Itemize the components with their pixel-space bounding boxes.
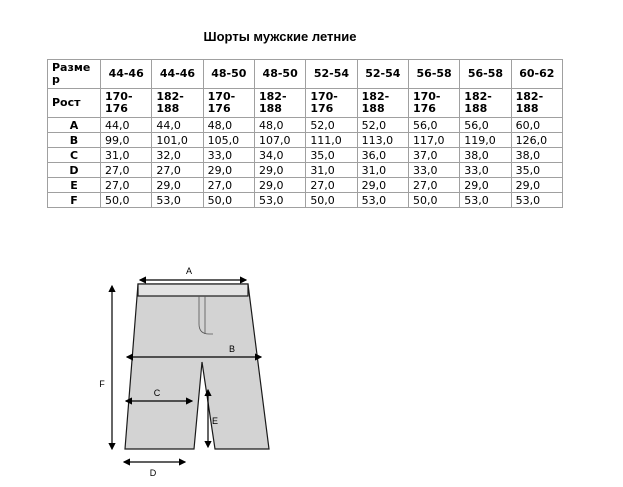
measurement-cell: 44,0 xyxy=(152,118,203,133)
measurement-row-label: C xyxy=(48,148,101,163)
size-header-cell: 52-54 xyxy=(306,60,357,89)
measurement-cell: 29,0 xyxy=(254,163,305,178)
measurement-row xyxy=(48,163,563,178)
measure-b-label: B xyxy=(228,344,236,354)
measurement-cell: 53,0 xyxy=(511,193,562,208)
measurement-cell: 56,0 xyxy=(408,118,459,133)
measurement-cell: 38,0 xyxy=(460,148,511,163)
measurement-cell: 27,0 xyxy=(101,163,152,178)
measurement-cell: 27,0 xyxy=(203,178,254,193)
measurement-cell: 50,0 xyxy=(306,193,357,208)
shorts-waistband xyxy=(138,284,248,296)
measurement-cell: 117,0 xyxy=(408,133,459,148)
measurement-cell: 107,0 xyxy=(254,133,305,148)
height-header-cell: 170-176 xyxy=(408,89,459,118)
measurement-cell: 50,0 xyxy=(408,193,459,208)
height-header-cell: 170-176 xyxy=(306,89,357,118)
height-header-cell: 170-176 xyxy=(203,89,254,118)
measurement-cell: 53,0 xyxy=(254,193,305,208)
height-header-cell: 182-188 xyxy=(357,89,408,118)
measurement-row xyxy=(48,193,563,208)
height-header-cell: 182-188 xyxy=(511,89,562,118)
measurement-cell: 126,0 xyxy=(511,133,562,148)
measure-d-label: D xyxy=(149,468,157,478)
measurement-cell: 38,0 xyxy=(511,148,562,163)
measurement-cell: 52,0 xyxy=(357,118,408,133)
measurement-cell: 31,0 xyxy=(306,163,357,178)
measurement-row-label: A xyxy=(48,118,101,133)
size-header-cell: 48-50 xyxy=(203,60,254,89)
measurement-cell: 52,0 xyxy=(306,118,357,133)
measurement-cell: 50,0 xyxy=(101,193,152,208)
measure-a-label: A xyxy=(185,266,193,276)
measurement-cell: 113,0 xyxy=(357,133,408,148)
measurement-cell: 32,0 xyxy=(152,148,203,163)
measurement-cell: 29,0 xyxy=(357,178,408,193)
measurement-cell: 27,0 xyxy=(408,178,459,193)
size-header-cell: 56-58 xyxy=(408,60,459,89)
size-header-cell: 56-58 xyxy=(460,60,511,89)
measurement-cell: 37,0 xyxy=(408,148,459,163)
measurement-cell: 101,0 xyxy=(152,133,203,148)
measurement-cell: 31,0 xyxy=(357,163,408,178)
measurement-row-label: F xyxy=(48,193,101,208)
measurement-cell: 27,0 xyxy=(101,178,152,193)
measurement-cell: 29,0 xyxy=(254,178,305,193)
measurement-cell: 56,0 xyxy=(460,118,511,133)
size-header-cell: 44-46 xyxy=(101,60,152,89)
measurement-cell: 36,0 xyxy=(357,148,408,163)
measurement-cell: 29,0 xyxy=(511,178,562,193)
measurement-cell: 119,0 xyxy=(460,133,511,148)
shorts-diagram xyxy=(95,262,285,487)
measurement-cell: 35,0 xyxy=(306,148,357,163)
size-header-cell: 60-62 xyxy=(511,60,562,89)
height-header-cell: 182-188 xyxy=(460,89,511,118)
size-header-row xyxy=(48,60,563,89)
height-header-cell: 182-188 xyxy=(254,89,305,118)
measurement-cell: 50,0 xyxy=(203,193,254,208)
size-header-cell: 48-50 xyxy=(254,60,305,89)
measurement-cell: 53,0 xyxy=(460,193,511,208)
measurement-row xyxy=(48,133,563,148)
measurement-cell: 60,0 xyxy=(511,118,562,133)
measurement-cell: 53,0 xyxy=(152,193,203,208)
measure-c-label: C xyxy=(153,388,161,398)
measurement-row xyxy=(48,118,563,133)
measurement-row-label: E xyxy=(48,178,101,193)
measurement-cell: 33,0 xyxy=(408,163,459,178)
measurement-cell: 105,0 xyxy=(203,133,254,148)
measurement-cell: 48,0 xyxy=(254,118,305,133)
height-header-label: Рост xyxy=(48,89,101,118)
measurement-cell: 31,0 xyxy=(101,148,152,163)
measurement-cell: 29,0 xyxy=(203,163,254,178)
size-header-label: Разме р xyxy=(48,60,101,89)
measurement-cell: 27,0 xyxy=(152,163,203,178)
measurement-cell: 34,0 xyxy=(254,148,305,163)
measurement-row-label: D xyxy=(48,163,101,178)
measurement-cell: 44,0 xyxy=(101,118,152,133)
measurement-cell: 35,0 xyxy=(511,163,562,178)
measurement-cell: 111,0 xyxy=(306,133,357,148)
measure-f-label: F xyxy=(99,379,105,389)
height-header-cell: 170-176 xyxy=(101,89,152,118)
size-table xyxy=(47,59,563,208)
measurement-row-label: B xyxy=(48,133,101,148)
measurement-cell: 53,0 xyxy=(357,193,408,208)
measure-e-label: E xyxy=(211,416,219,426)
height-header-row xyxy=(48,89,563,118)
measurement-cell: 29,0 xyxy=(460,178,511,193)
height-header-cell: 182-188 xyxy=(152,89,203,118)
page-title: Шорты мужские летние xyxy=(203,29,357,44)
shorts-body xyxy=(125,284,269,449)
measurement-cell: 48,0 xyxy=(203,118,254,133)
measurement-row xyxy=(48,148,563,163)
measurement-row xyxy=(48,178,563,193)
measurement-cell: 33,0 xyxy=(460,163,511,178)
measurement-cell: 99,0 xyxy=(101,133,152,148)
measurement-cell: 33,0 xyxy=(203,148,254,163)
size-header-cell: 52-54 xyxy=(357,60,408,89)
measurement-cell: 29,0 xyxy=(152,178,203,193)
size-header-cell: 44-46 xyxy=(152,60,203,89)
measurement-cell: 27,0 xyxy=(306,178,357,193)
